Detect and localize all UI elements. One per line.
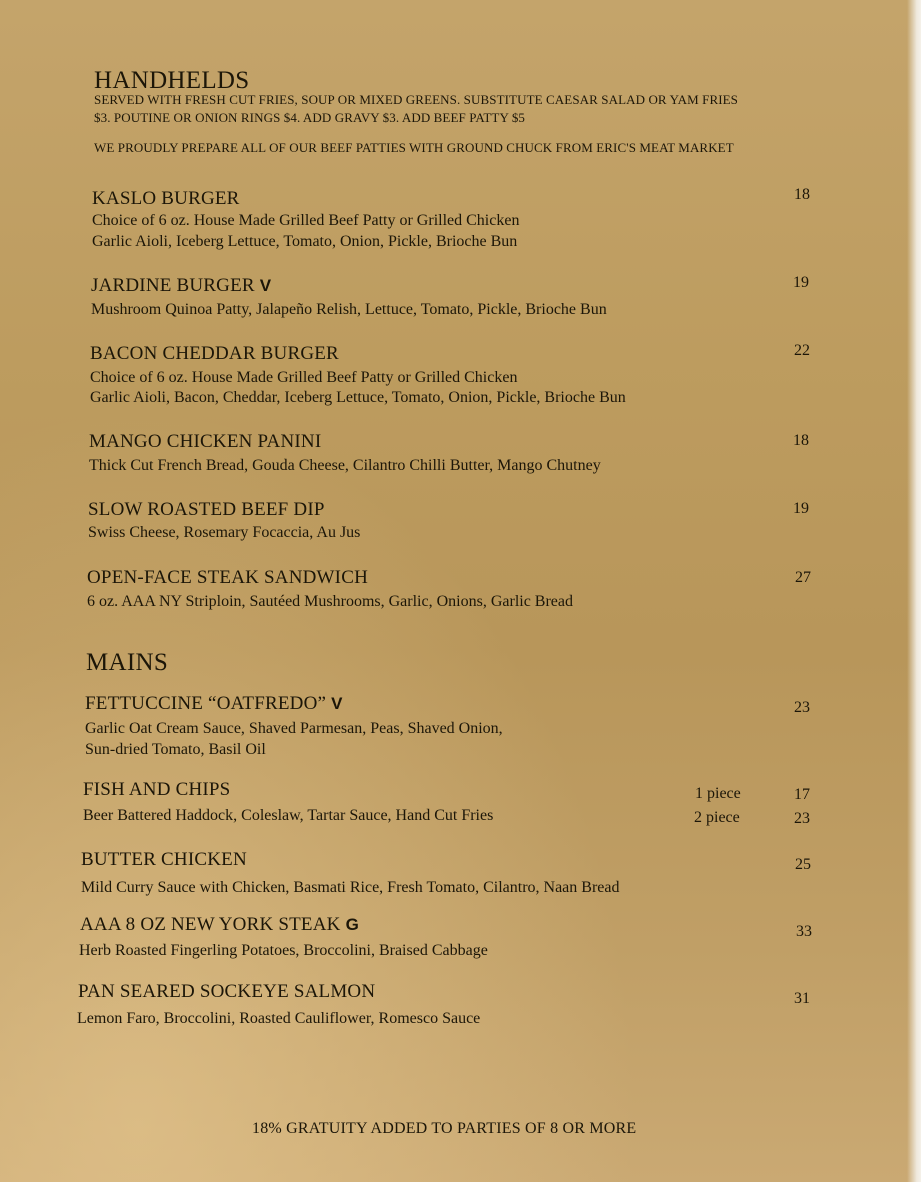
menu-item-description: Choice of 6 oz. House Made Grilled Beef Patty or Grilled Chicken bbox=[90, 369, 518, 386]
menu-item-price: 19 bbox=[793, 500, 809, 517]
menu-item-price: 33 bbox=[796, 923, 812, 940]
menu-item-description: Garlic Aioli, Bacon, Cheddar, Iceberg Lettuce, Tomato, Onion, Pickle, Brioche Bun bbox=[90, 389, 626, 406]
menu-item-description: Choice of 6 oz. House Made Grilled Beef Patty or Grilled Chicken bbox=[92, 212, 520, 229]
menu-item-price: 31 bbox=[794, 990, 810, 1007]
menu-item-description: Swiss Cheese, Rosemary Focaccia, Au Jus bbox=[88, 524, 361, 541]
menu-item-price: 19 bbox=[793, 274, 809, 291]
menu-item-description: Beer Battered Haddock, Coleslaw, Tartar Sauce, Hand Cut Fries bbox=[83, 807, 494, 824]
menu-item-name: OPEN-FACE STEAK SANDWICH bbox=[87, 567, 369, 588]
menu-item-name: MANGO CHICKEN PANINI bbox=[89, 431, 322, 452]
vegetarian-tag: V bbox=[331, 694, 343, 713]
portion-label: 2 piece bbox=[694, 809, 740, 826]
menu-item-description: Garlic Aioli, Iceberg Lettuce, Tomato, Onion, Pickle, Brioche Bun bbox=[92, 233, 518, 250]
menu-item-name bbox=[85, 693, 343, 715]
menu-item-name-text: AAA 8 OZ NEW YORK STEAK bbox=[80, 914, 341, 935]
menu-item-name: FISH AND CHIPS bbox=[83, 779, 231, 800]
menu-item-price: 18 bbox=[794, 186, 810, 203]
menu-item-description: Garlic Oat Cream Sauce, Shaved Parmesan, Peas, Shaved Onion, bbox=[85, 720, 503, 737]
menu-item-name: BUTTER CHICKEN bbox=[81, 849, 247, 870]
menu-item-name-text: FETTUCCINE “OATFREDO” bbox=[85, 693, 327, 714]
handhelds-note-line-1: SERVED WITH FRESH CUT FRIES, SOUP OR MIXED GREENS. SUBSTITUTE CAESAR SALAD OR YAM FRIES bbox=[94, 92, 739, 107]
menu-item-description: Sun-dried Tomato, Basil Oil bbox=[85, 741, 266, 758]
menu-item-name: KASLO BURGER bbox=[92, 188, 240, 209]
menu-item-price: 25 bbox=[795, 856, 811, 873]
portion-price: 17 bbox=[794, 786, 810, 803]
menu-item-name: PAN SEARED SOCKEYE SALMON bbox=[78, 981, 376, 1002]
gluten-free-tag: G bbox=[345, 915, 359, 934]
portion-price: 23 bbox=[794, 810, 810, 827]
menu-item-description: Herb Roasted Fingerling Potatoes, Broccolini, Braised Cabbage bbox=[79, 942, 488, 959]
handhelds-note-line-2: $3. POUTINE OR ONION RINGS $4. ADD GRAVY $3. ADD BEEF PATTY $5 bbox=[94, 110, 526, 125]
handhelds-note-line-3: WE PROUDLY PREPARE ALL OF OUR BEEF PATTIES WITH GROUND CHUCK FROM ERIC'S MEAT MARKET bbox=[94, 140, 734, 155]
section-title-handhelds: HANDHELDS bbox=[94, 67, 250, 94]
menu-item-description: 6 oz. AAA NY Striploin, Sautéed Mushrooms, Garlic, Onions, Garlic Bread bbox=[87, 593, 574, 610]
menu-item-name: BACON CHEDDAR BURGER bbox=[90, 343, 339, 364]
menu-item-price: 18 bbox=[793, 432, 809, 449]
menu-item-description: Mushroom Quinoa Patty, Jalapeño Relish, Lettuce, Tomato, Pickle, Brioche Bun bbox=[91, 301, 607, 318]
gratuity-notice: 18% GRATUITY ADDED TO PARTIES OF 8 OR MORE bbox=[252, 1120, 637, 1137]
menu-item-description: Thick Cut French Bread, Gouda Cheese, Cilantro Chilli Butter, Mango Chutney bbox=[89, 457, 601, 474]
portion-label: 1 piece bbox=[695, 785, 741, 802]
menu-item-description: Mild Curry Sauce with Chicken, Basmati Rice, Fresh Tomato, Cilantro, Naan Bread bbox=[81, 879, 620, 896]
vegetarian-tag: V bbox=[259, 276, 272, 295]
menu-item-name: SLOW ROASTED BEEF DIP bbox=[88, 499, 325, 520]
section-title-mains: MAINS bbox=[86, 649, 169, 676]
menu-item-price: 23 bbox=[794, 699, 810, 716]
menu-item-description: Lemon Faro, Broccolini, Roasted Cauliflower, Romesco Sauce bbox=[77, 1010, 481, 1027]
menu-item-name bbox=[91, 275, 271, 297]
menu-item-name bbox=[80, 914, 359, 936]
menu-item-price: 22 bbox=[794, 342, 810, 359]
menu-item-name-text: JARDINE BURGER bbox=[91, 275, 255, 296]
menu-item-price: 27 bbox=[795, 569, 811, 586]
